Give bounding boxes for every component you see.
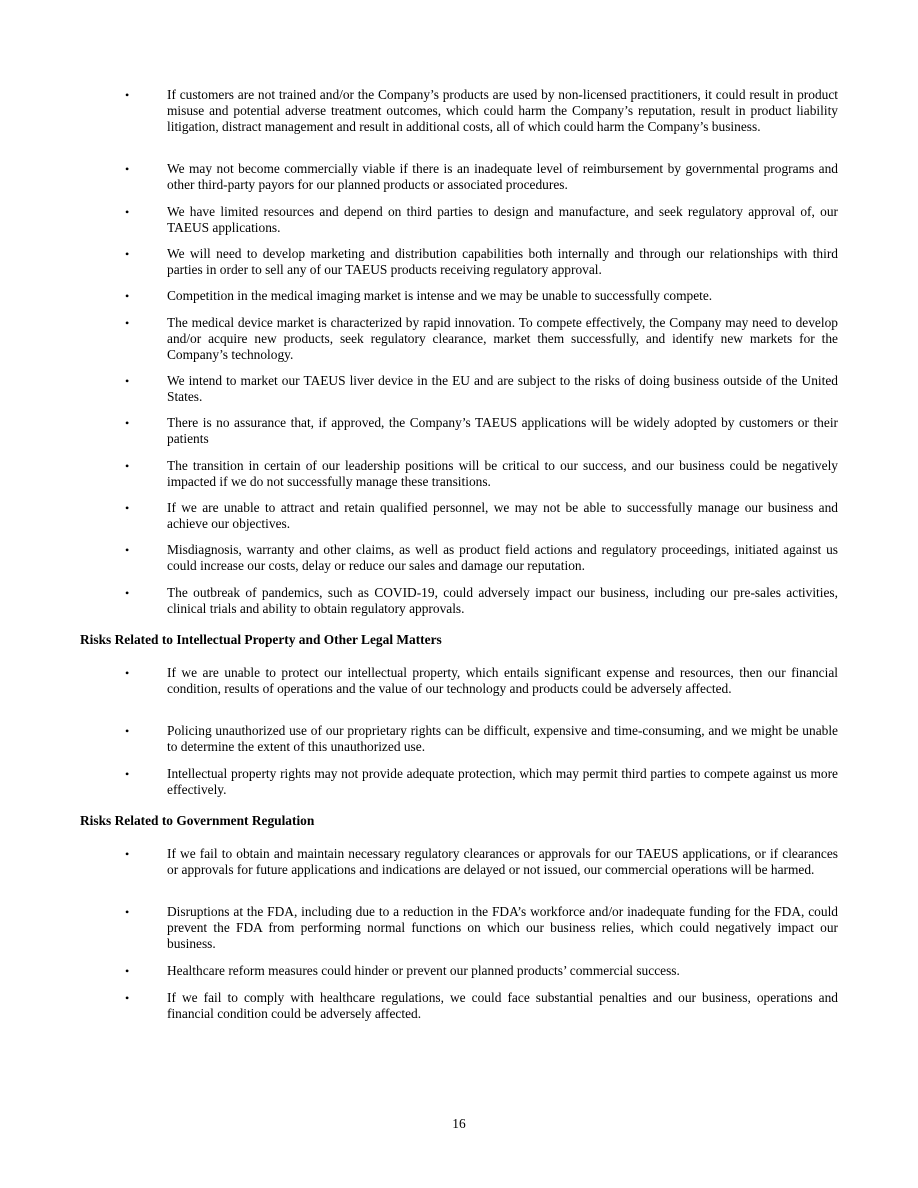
list-item-text: Misdiagnosis, warranty and other claims, as well as product field actions and regulatory proceedings, initiated against us could increase our costs, delay or reduce our sales and damage our reputation. [167,542,838,573]
bullet: • [125,501,130,515]
bullet: • [125,459,130,473]
list-item-text: Policing unauthorized use of our proprietary rights can be difficult, expensive and time-consuming, and we might be unable to determine the extent of this unauthorized use. [167,723,838,754]
list-item-text: The medical device market is characterized by rapid innovation. To compete effectively, the Company may need to develop and/or acquire new products, seek regulatory clearance, market them successfully, and identify new markets for the Company’s technology. [167,315,838,362]
list-item-text: The outbreak of pandemics, such as COVID-19, could adversely impact our business, including our pre-sales activities, clinical trials and ability to obtain regulatory approvals. [167,585,838,616]
list-item-text: We have limited resources and depend on third parties to design and manufacture, and seek regulatory approval of, our TAEUS applications. [167,204,838,235]
page-number: 16 [452,1116,466,1131]
bullet: • [125,247,130,261]
list-item-text: Competition in the medical imaging market is intense and we may be unable to successfully compete. [167,288,713,303]
bullet: • [125,964,130,978]
list-item-text: If customers are not trained and/or the Company’s products are used by non-licensed practitioners, it could result in product misuse and potential adverse treatment outcomes, which could harm the Company’s reputation, result in product liability litigation, distract management and result in additional costs, all of which could harm the Company’s business. [167,87,838,134]
bullet: • [125,767,130,781]
bullet: • [125,905,130,919]
bullet: • [125,543,130,557]
bullet: • [125,289,130,303]
bullet: • [125,88,130,102]
bullet: • [125,162,130,176]
bullet: • [125,374,130,388]
bullet: • [125,205,130,219]
bullet: • [125,847,130,861]
bullet: • [125,416,130,430]
list-item-text: We may not become commercially viable if there is an inadequate level of reimbursement by governmental programs and other third-party payors for our planned products or associated procedures. [167,161,838,192]
list-item-text: We intend to market our TAEUS liver device in the EU and are subject to the risks of doing business outside of the United States. [167,373,838,404]
section-heading: Risks Related to Intellectual Property and Other Legal Matters [80,632,442,647]
bullet: • [125,666,130,680]
list-item-text: Healthcare reform measures could hinder or prevent our planned products’ commercial success. [167,963,680,978]
list-item-text: If we are unable to protect our intellectual property, which entails significant expense and resources, then our financial condition, results of operations and the value of our technology and products could be adversely affected. [167,665,838,696]
bullet: • [125,991,130,1005]
list-item-text: If we are unable to attract and retain qualified personnel, we may not be able to successfully manage our business and achieve our objectives. [167,500,838,531]
list-item-text: The transition in certain of our leadership positions will be critical to our success, and our business could be negatively impacted if we do not successfully manage these transitions. [167,458,838,489]
list-item-text: There is no assurance that, if approved, the Company’s TAEUS applications will be widely adopted by customers or their patients [167,415,838,446]
list-item-text: If we fail to obtain and maintain necessary regulatory clearances or approvals for our TAEUS applications, or if clearances or approvals for future applications and indications are delayed or not issued, our commercial operations will be harmed. [167,846,838,877]
list-item-text: We will need to develop marketing and distribution capabilities both internally and through our relationships with third parties in order to sell any of our TAEUS products receiving regulatory approval. [167,246,838,277]
section-heading: Risks Related to Government Regulation [80,813,315,828]
list-item-text: If we fail to comply with healthcare regulations, we could face substantial penalties and our business, operations and financial condition could be adversely affected. [167,990,838,1021]
list-item-text: Disruptions at the FDA, including due to a reduction in the FDA’s workforce and/or inadequate funding for the FDA, could prevent the FDA from performing normal functions on which our business relies, which could negatively impact our business. [167,904,838,951]
bullet: • [125,586,130,600]
list-item-text: Intellectual property rights may not provide adequate protection, which may permit third parties to compete against us more effectively. [167,766,838,797]
bullet: • [125,724,130,738]
bullet: • [125,316,130,330]
